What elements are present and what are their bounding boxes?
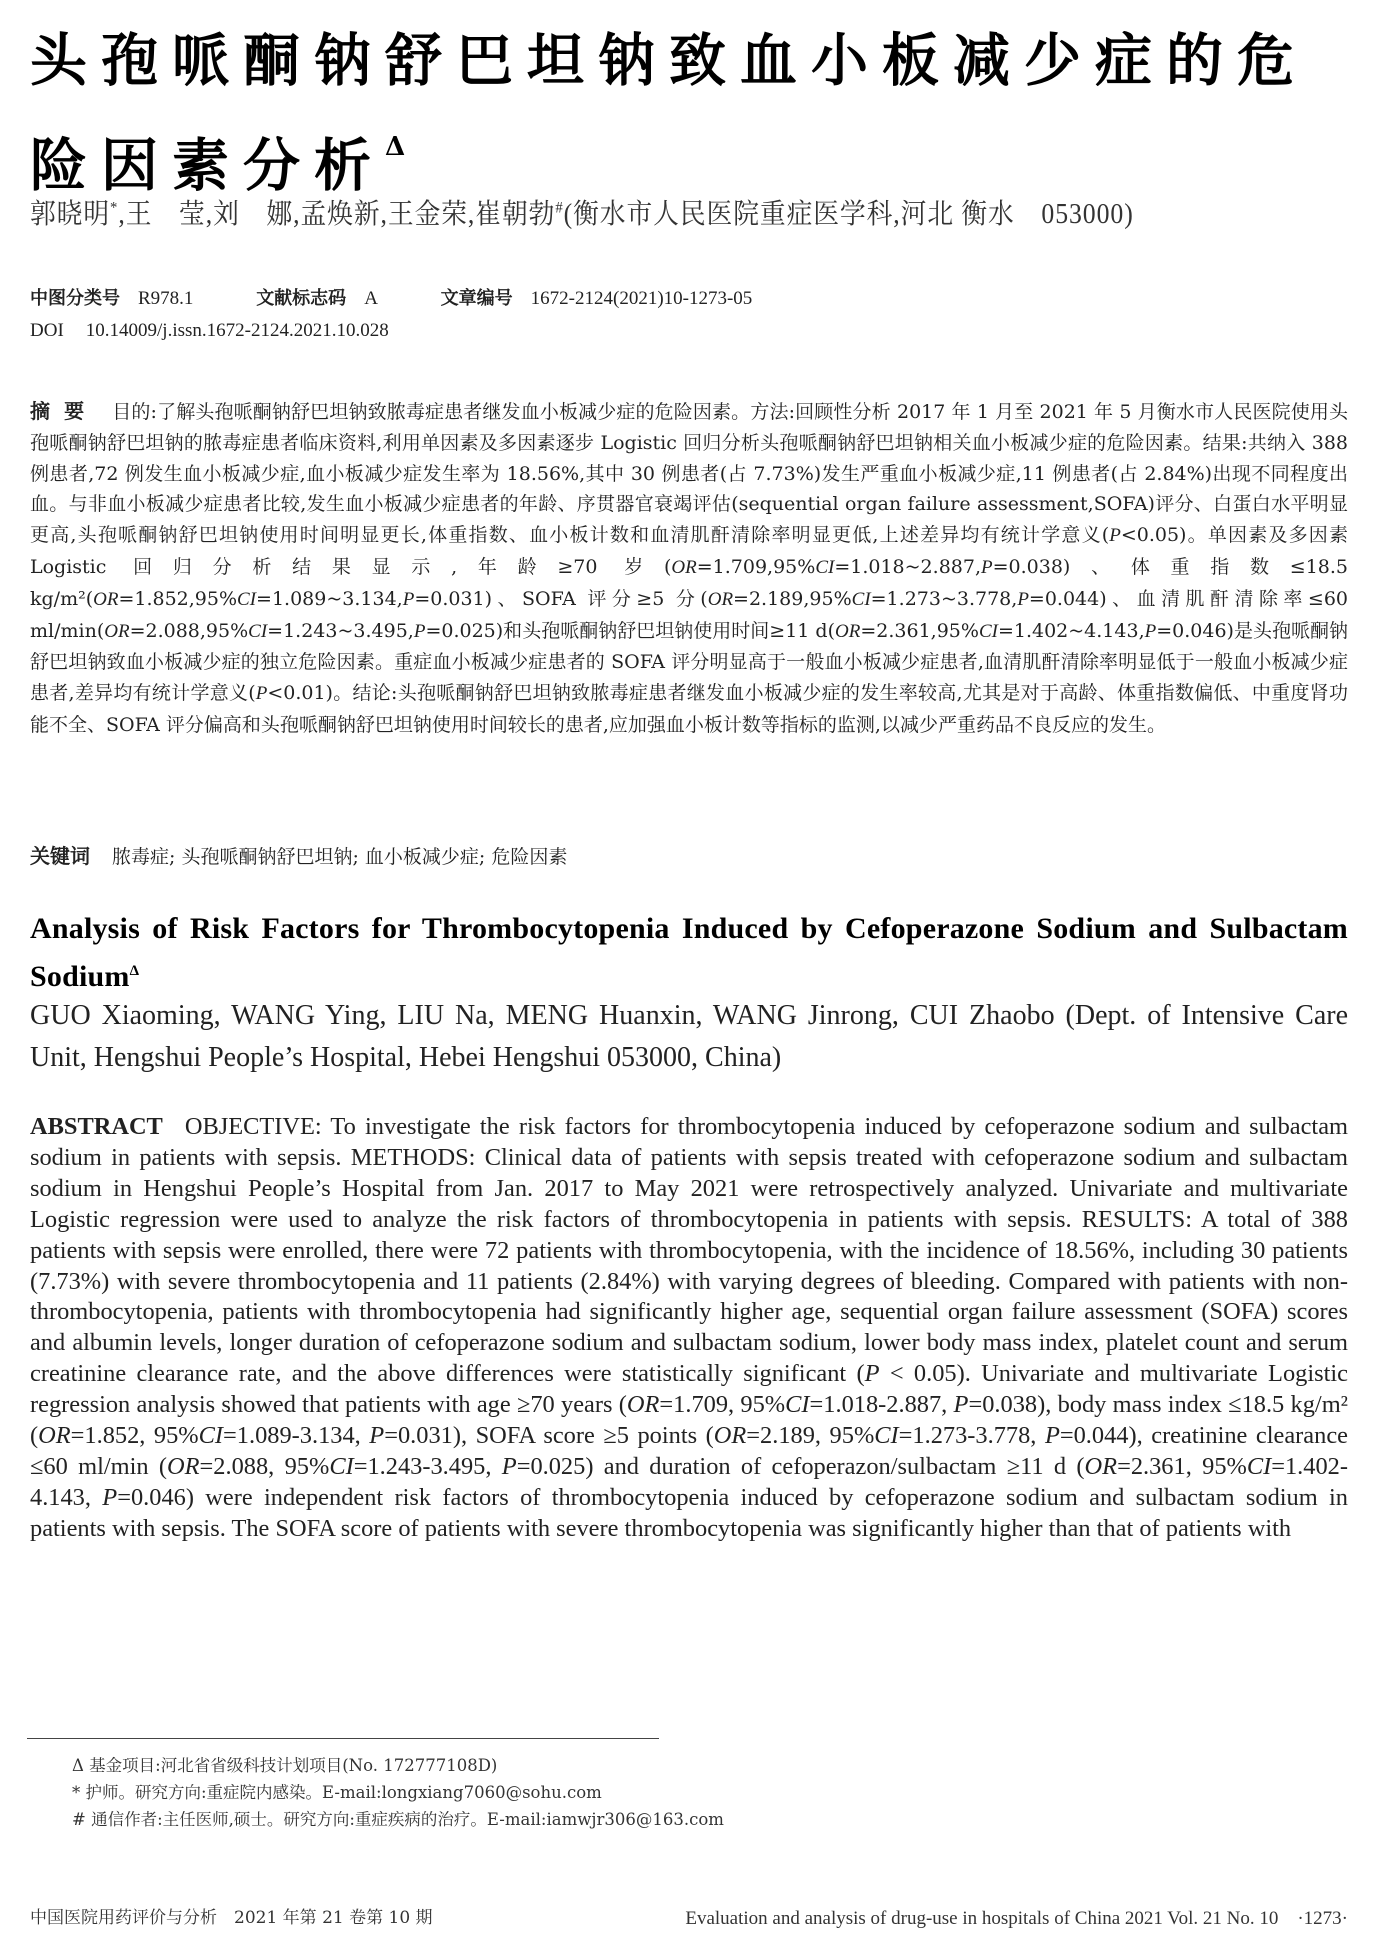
abstract-text: =2.088, 95% (199, 1452, 330, 1480)
corresponding-mark: # (555, 199, 564, 217)
abstract-text: =2.361,95% (860, 619, 979, 642)
stat-symbol: P (413, 620, 426, 642)
abstract-text: =1.018~2.887, (834, 555, 981, 578)
stat-symbol: OR (38, 1422, 71, 1450)
doi-value[interactable]: 10.14009/j.issn.1672-2124.2021.10.028 (85, 320, 389, 341)
stat-symbol: P (1044, 1422, 1060, 1450)
chinese-authors (30, 192, 1244, 232)
chinese-keywords (30, 840, 1348, 869)
chinese-abstract-label: 摘要 (30, 399, 99, 423)
abstract-text: 目的:了解头孢哌酮钠舒巴坦钠致脓毒症患者继发血小板减少症的危险因素。方法:回顾性分析 2017 年 1 月至 2021 年 5 月衡水市人民医院使用头孢哌酮钠舒巴坦钠的脓毒症患者临床资料,利用单因素及多因素逐步 Logistic 回归分析头孢哌酮钠舒巴坦钠相关血小板减少症的危险因素。结果:共纳入 388 例患者,72 例发生血小板减少症,血小板减少症发生率为 18.56%,其中 30 例患者(占 7.73%)发生严重血小板减少症,11 例患者(占 2.84%)出现不同程度出血。与非血小板减少症患者比较,发生血小板减少症患者的年龄、序贯器官衰竭评估(sequential organ failure assessment,SOFA)评分、白蛋白水平明显更高,头孢哌酮钠舒巴坦钠使用时间明显更长,体重指数、血小板计数和血清肌酐清除率明显更低,上述差异均有统计学意义( (30, 401, 1348, 547)
stat-symbol: P (501, 1452, 517, 1480)
abstract-text: =1.709,95% (696, 555, 816, 578)
doi-row (30, 320, 389, 342)
abstract-text: =0.025) and duration of cefoperazon/sulbactam ≥11 d ( (516, 1452, 1085, 1480)
footnote-funding: Δ 基金项目:河北省省级科技计划项目(No. 172777108D) (72, 1756, 498, 1775)
doc-code-value: A (364, 288, 378, 309)
stat-symbol: OR (713, 1422, 747, 1450)
english-title (30, 908, 1348, 998)
abstract-text: =1.089-3.134, (223, 1422, 370, 1450)
stat-symbol: P (1109, 525, 1121, 547)
abstract-text: =2.189, 95% (746, 1422, 875, 1450)
english-funding-mark: Δ (129, 963, 140, 979)
abstract-text: OBJECTIVE: To investigate the risk factors for thrombocytopenia induced by cefoperazone sodium and sulbactam sodium in patients with sepsis. METHODS: Clinical data of patients with sepsis treated with cefoperazone sodium and sulbactam sodium in Hengshui People’s Hospital from Jan. 2017 to May 2021 were retrospectively analyzed. Univariate and multivariate Logistic regression were used to analyze the risk factors of thrombocytopenia in patients with sepsis. RESULTS: A total of 388 patients with sepsis were enrolled, there were 72 patients with thrombocytopenia, with the incidence of 18.56%, including 30 patients (7.73%) with severe thrombocytopenia and 11 patients (2.84%) with varying degrees of bleeding. Compared with patients with non-thrombocytopenia, patients with thrombocytopenia had significantly higher age, sequential organ failure assessment (SOFA) scores and albumin levels, longer duration of cefoperazone sodium and sulbactam sodium, lower body mass index, platelet count and serum creatinine clearance rate, and the above differences were statistically significant ( (30, 1113, 1348, 1388)
abstract-text: =1.709, 95% (659, 1391, 786, 1419)
chinese-title (30, 18, 1350, 209)
stat-symbol: P (864, 1360, 880, 1388)
chinese-affiliation: (衡水市人民医院重症医学科,河北 衡水 053000) (563, 199, 1134, 230)
stat-symbol: CI (815, 556, 835, 578)
abstract-text: =0.046) were independent risk factors of thrombocytopenia induced by cefoperazone sodium and sulbactam sodium in patients with sepsis. The SOFA score of patients with severe thrombocytopenia was significantly higher than that of patients with (30, 1483, 1348, 1542)
abstract-text: =1.018-2.887, (809, 1391, 954, 1419)
abstract-text: =0.044), creatinine clearance ≤60 ml/min ( (30, 1422, 1348, 1480)
stat-symbol: P (402, 588, 415, 610)
clc-label: 中图分类号 (30, 288, 120, 309)
doc-code-label: 文献标志码 (256, 288, 347, 309)
stat-symbol: CI (874, 1422, 899, 1450)
stat-symbol: CI (248, 620, 268, 642)
abstract-text: =1.852, 95% (70, 1422, 199, 1450)
footer-journal-en: Evaluation and analysis of drug-use in hospitals of China 2021 Vol. 21 No. 10 ·1273· (685, 1908, 1348, 1929)
stat-symbol: P (369, 1422, 385, 1450)
abstract-text: =1.243~3.495, (267, 619, 414, 642)
stat-symbol: OR (167, 1452, 200, 1480)
abstract-text: =1.243-3.495, (353, 1452, 502, 1480)
stat-symbol: CI (851, 588, 871, 610)
stat-symbol: P (953, 1391, 969, 1419)
stat-symbol: P (102, 1483, 118, 1511)
author-list: ,王 莹,刘 娜,孟焕新,王金荣,崔朝勃 (118, 199, 556, 230)
abstract-text: =1.852,95% (118, 587, 238, 610)
author-mark: * (110, 199, 119, 217)
footnote-divider (27, 1738, 659, 1739)
funding-mark: Δ (385, 132, 406, 162)
footnote-first-author: * 护师。研究方向:重症院内感染。E-mail:longxiang7060@sohu.com (72, 1783, 602, 1802)
stat-symbol: CI (978, 620, 998, 642)
chinese-abstract-body (30, 401, 1348, 736)
stat-symbol: CI (785, 1391, 810, 1419)
english-authors: GUO Xiaoming, WANG Ying, LIU Na, MENG Huanxin, WANG Jinrong, CUI Zhaobo (Dept. of Intensive Care Unit, Hengshui People’s Hospital, Hebei Hengshui 053000, China) (30, 1000, 1348, 1073)
abstract-text: =2.361, 95% (1117, 1452, 1247, 1480)
abstract-text: =2.088,95% (129, 619, 249, 642)
abstract-text: =0.046)是头孢哌酮钠舒巴坦钠致血小板减少症的独立危险因素。重症血小板减少症患者的 SOFA 评分明显高于一般血小板减少症患者,血清肌酐清除率明显低于一般血小板减少症患者,差异均有统计学意义( (30, 619, 1348, 705)
chinese-title-text: 头孢哌酮钠舒巴坦钠致血小板减少症的危险因素分析 (30, 27, 1308, 199)
stat-symbol: CI (237, 588, 257, 610)
abstract-text: < 0.05). Univariate and multivariate Logistic regression analysis showed that patients with age ≥70 years ( (30, 1360, 1348, 1419)
article-no-value: 1672-2124(2021)10-1273-05 (530, 288, 753, 309)
stat-symbol: CI (329, 1452, 354, 1480)
running-footer (30, 1903, 1348, 1930)
english-title-text: Analysis of Risk Factors for Thrombocytopenia Induced by Cefoperazone Sodium and Sulbactam Sodium (30, 912, 1348, 993)
article-no-label: 文章编号 (440, 288, 513, 309)
stat-symbol: P (1017, 588, 1029, 610)
english-abstract (30, 1112, 1348, 1545)
abstract-text: =0.038), body mass index ≤18.5 kg/m² ( (30, 1391, 1348, 1450)
stat-symbol: P (981, 556, 993, 578)
abstract-text: =1.273~3.778, (870, 587, 1018, 610)
abstract-text: <0.05)。单因素及多因素 Logistic 回归分析结果显示,年龄≥70 岁( (30, 524, 1349, 578)
footnote-corresponding-author: # 通信作者:主任医师,硕士。研究方向:重症疾病的治疗。E-mail:iamwjr306@163.com (72, 1810, 724, 1829)
clc-value: R978.1 (138, 288, 194, 309)
english-abstract-body (30, 1113, 1348, 1542)
stat-symbol: OR (104, 620, 130, 642)
stat-symbol: OR (1084, 1452, 1118, 1480)
doi-label: DOI (30, 320, 64, 341)
abstract-text: =0.031), SOFA score ≥5 points ( (384, 1422, 714, 1450)
stat-symbol: OR (707, 588, 734, 610)
english-abstract-label: ABSTRACT (30, 1113, 163, 1140)
footnotes (72, 1752, 1072, 1833)
chinese-keywords-label: 关键词 (30, 844, 90, 868)
stat-symbol: P (1144, 620, 1157, 642)
abstract-text: =0.044)、血清肌酐清除率≤60 ml/min( (30, 587, 1348, 642)
stat-symbol: CI (1246, 1452, 1272, 1480)
stat-symbol: OR (93, 588, 119, 610)
abstract-text: =1.402-4.143, (30, 1452, 1348, 1511)
abstract-text: =0.038)、体重指数≤18.5 kg/m²( (30, 555, 1349, 610)
abstract-text: =1.273-3.778, (898, 1422, 1045, 1450)
stat-symbol: OR (835, 620, 861, 642)
stat-symbol: P (255, 683, 268, 705)
stat-symbol: OR (671, 556, 697, 578)
author-first: 郭晓明 (30, 199, 111, 230)
abstract-text: =1.402~4.143, (997, 619, 1145, 642)
classification-row (30, 284, 810, 310)
abstract-text: <0.01)。结论:头孢哌酮钠舒巴坦钠致脓毒症患者继发血小板减少症的发生率较高,尤其是对于高龄、体重指数偏低、中重度肾功能不全、SOFA 评分偏高和头孢哌酮钠舒巴坦钠使用时间较长的患者,应加强血小板计数等指标的监测,以减少严重药品不良反应的发生。 (30, 682, 1348, 736)
abstract-text: =1.089~3.134, (256, 587, 403, 610)
stat-symbol: CI (198, 1422, 224, 1450)
chinese-keywords-list: 脓毒症; 头孢哌酮钠舒巴坦钠; 血小板减少症; 危险因素 (112, 846, 568, 868)
abstract-text: =0.031)、SOFA 评分≥5 分( (414, 587, 708, 610)
chinese-abstract (30, 396, 1348, 741)
footer-journal-cn: 中国医院用药评价与分析 2021 年第 21 卷第 10 期 (30, 1908, 433, 1928)
stat-symbol: OR (626, 1391, 660, 1419)
abstract-text: =2.189,95% (733, 587, 852, 610)
abstract-text: =0.025)和头孢哌酮钠舒巴坦钠使用时间≥11 d( (425, 619, 836, 642)
